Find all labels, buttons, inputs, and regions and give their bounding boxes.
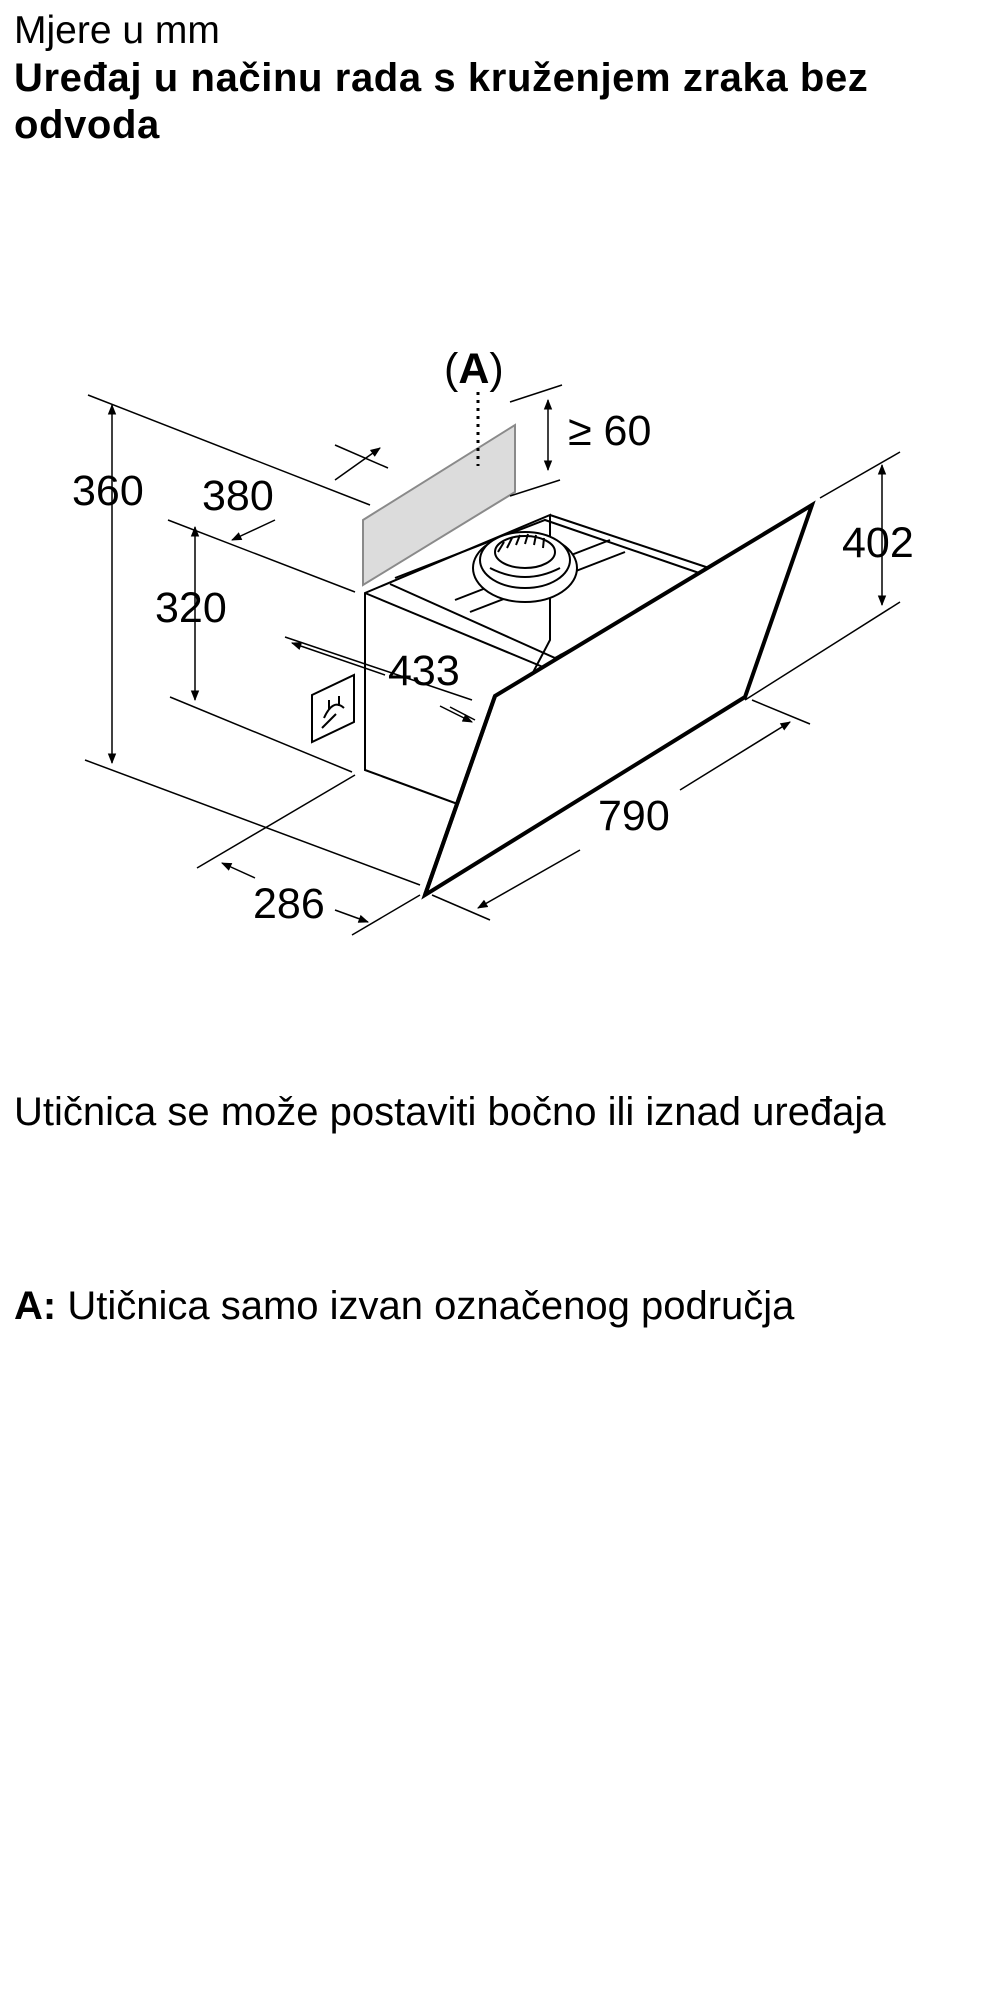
dim-total-height: 360 [72, 467, 144, 515]
socket-position-note: Utičnica se može postaviti bočno ili iznad uređaja [14, 1090, 886, 1134]
fan-icon [473, 532, 577, 602]
legend-key: A: [14, 1284, 57, 1328]
page-title: Uređaj u načinu rada s kruženjem zraka bez odvoda [14, 56, 869, 147]
socket-zone-label: (A) [444, 345, 504, 393]
dim-clearance: ≥ 60 [568, 407, 652, 455]
unit-note: Mjere u mm [14, 9, 220, 52]
legend-item [14, 1282, 994, 1330]
dim-depth: 286 [253, 880, 325, 928]
dim-top-depth: 380 [202, 472, 274, 520]
dim-body-height: 320 [155, 584, 227, 632]
dim-inner-width: 433 [388, 647, 460, 695]
dim-panel-height: 402 [842, 519, 914, 567]
dim-width: 790 [598, 792, 670, 840]
legend-text: Utičnica samo izvan označenog područja [56, 1284, 795, 1328]
hood-dimension-diagram [0, 330, 1000, 960]
socket-icon [312, 675, 354, 742]
